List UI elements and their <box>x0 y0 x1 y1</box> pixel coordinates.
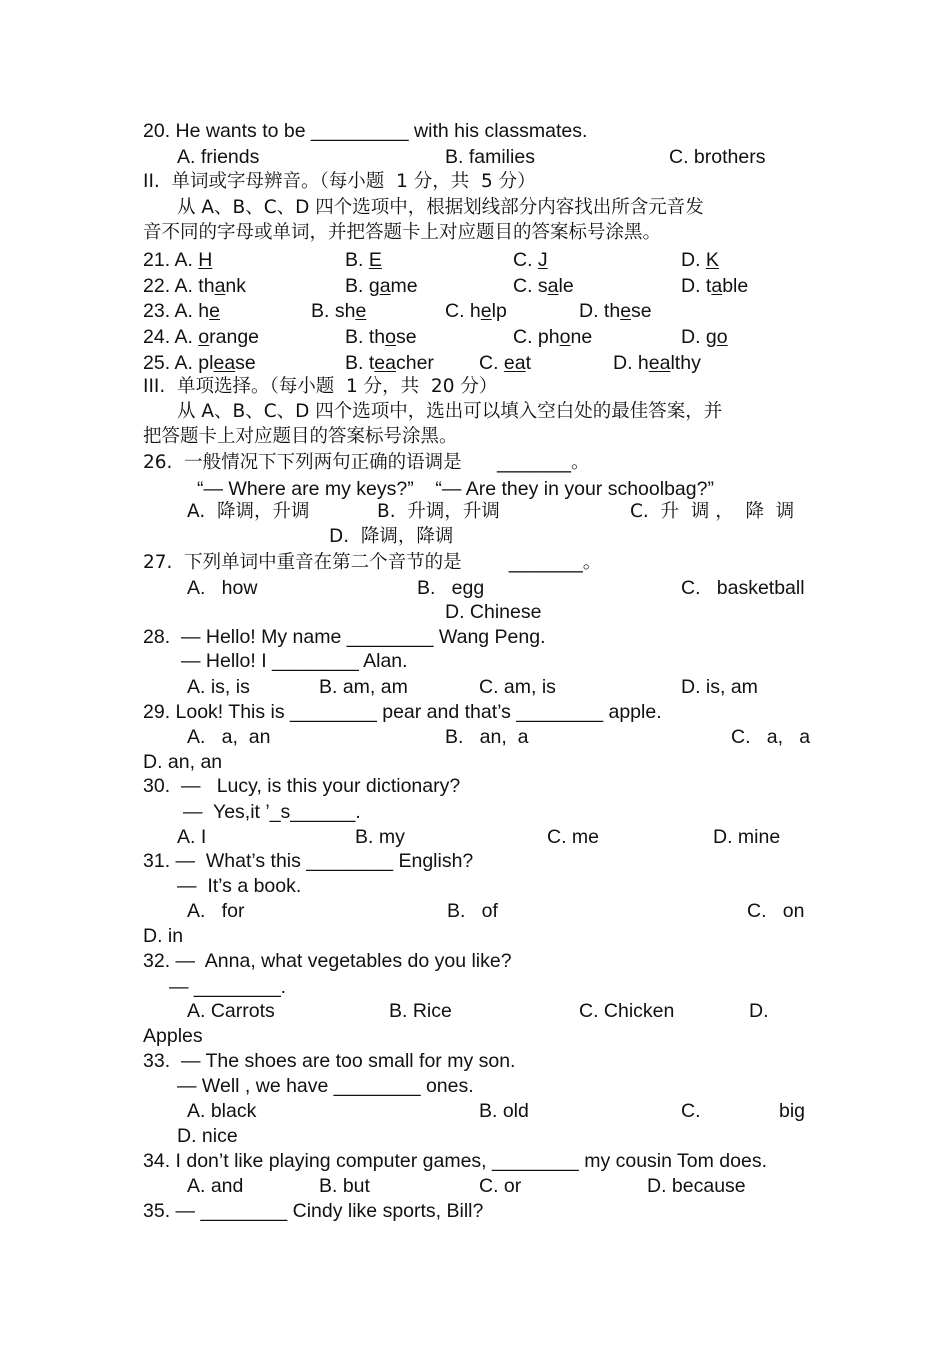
q33-option-a: A. black <box>187 1100 257 1122</box>
q28-line-1: 28. — Hello! My name ________ Wang Peng. <box>143 626 546 648</box>
q23-option-b: B. she <box>311 300 367 322</box>
q29-option-d: D. an, an <box>143 751 223 773</box>
q32-line-2: — ________. <box>169 976 287 998</box>
q27-option-b: B. egg <box>417 577 485 599</box>
q26-dialog: “— Where are my keys?” “— Are they in your schoolbag?” <box>197 478 714 500</box>
q32-line-1: 32. — Anna, what vegetables do you like? <box>143 950 512 972</box>
q21-option-b: B. E <box>345 249 382 271</box>
q33-option-b: B. old <box>479 1100 529 1122</box>
q30-option-b: B. my <box>355 826 405 848</box>
q33-option-c-word: big <box>779 1100 806 1122</box>
section-2-title: II. 单词或字母辨音。（每小题 1 分，共 5 分） <box>143 171 536 192</box>
q25-option-d: D. healthy <box>613 352 701 374</box>
q23-option-d: D. these <box>579 300 652 322</box>
q30-option-d: D. mine <box>713 826 781 848</box>
q31-option-c: C. on <box>747 900 805 922</box>
q30-option-c: C. me <box>547 826 600 848</box>
q35-stem: 35. — ________ Cindy like sports, Bill? <box>143 1200 484 1222</box>
q28-option-c: C. am, is <box>479 676 556 698</box>
q34-option-d: D. because <box>647 1175 746 1197</box>
q30-line-1: 30. — Lucy, is this your dictionary? <box>143 775 461 797</box>
q26-option-d: D. 降调，降调 <box>329 526 454 547</box>
q30-option-a: A. I <box>177 826 207 848</box>
q25-option-b: B. teacher <box>345 352 434 374</box>
q31-option-a: A. for <box>187 900 245 922</box>
q25-option-a: 25. A. please <box>143 352 256 374</box>
section-3-instruction-1: 从 A、B、C、D 四个选项中，选出可以填入空白处的最佳答案，并 <box>177 401 723 422</box>
q26-option-b: B. 升调，升调 <box>377 501 500 522</box>
q34-stem: 34. I don’t like playing computer games, ________ my cousin Tom does. <box>143 1150 767 1172</box>
q27-option-c: C. basketball <box>681 577 805 599</box>
q20-option-b: B. families <box>445 146 535 168</box>
q21-option-c: C. J <box>513 249 548 271</box>
q31-option-d: D. in <box>143 925 184 947</box>
q33-option-d: D. nice <box>177 1125 238 1147</box>
q22-option-c: C. sale <box>513 275 574 297</box>
q21-option-a: 21. A. H <box>143 249 213 271</box>
q33-option-c-label: C. <box>681 1100 701 1122</box>
q25-option-c: C. eat <box>479 352 532 374</box>
q28-option-b: B. am, am <box>319 676 408 698</box>
section-3-instruction-2: 把答题卡上对应题目的答案标号涂黑。 <box>143 426 458 447</box>
q29-option-a: A. a, an <box>187 726 271 748</box>
q31-option-b: B. of <box>447 900 498 922</box>
q23-option-c: C. help <box>445 300 507 322</box>
q24-option-d: D. go <box>681 326 728 348</box>
q28-line-2: — Hello! I ________ Alan. <box>181 650 408 672</box>
q26-option-c: C. 升 调 ， 降 调 <box>630 501 795 522</box>
section-2-instruction-1: 从 A、B、C、D 四个选项中，根据划线部分内容找出所含元音发 <box>177 197 704 218</box>
q32-option-a: A. Carrots <box>187 1000 275 1022</box>
q29-stem: 29. Look! This is ________ pear and that’s ________ apple. <box>143 701 662 723</box>
q34-option-c: C. or <box>479 1175 522 1197</box>
q29-option-c: C. a, a <box>731 726 811 748</box>
q34-option-b: B. but <box>319 1175 370 1197</box>
q22-option-d: D. table <box>681 275 749 297</box>
q31-line-1: 31. — What’s this ________ English? <box>143 850 474 872</box>
q33-line-2: — Well , we have ________ ones. <box>177 1075 474 1097</box>
q26-stem: 26. 一般情况下下列两句正确的语调是 ________。 <box>143 452 590 473</box>
q29-option-b: B. an, a <box>445 726 529 748</box>
q26-option-a: A. 降调，升调 <box>187 501 310 522</box>
q24-option-a: 24. A. orange <box>143 326 260 348</box>
q32-option-d-word: Apples <box>143 1025 203 1047</box>
q27-stem: 27. 下列单词中重音在第二个音节的是 ________。 <box>143 552 602 573</box>
section-3-title: III. 单项选择。（每小题 1 分，共 20 分） <box>143 376 498 397</box>
q32-option-c: C. Chicken <box>579 1000 675 1022</box>
q24-option-b: B. those <box>345 326 417 348</box>
section-2-instruction-2: 音不同的字母或单词，并把答题卡上对应题目的答案标号涂黑。 <box>143 222 662 243</box>
q24-option-c: C. phone <box>513 326 593 348</box>
q23-option-a: 23. A. he <box>143 300 220 322</box>
q21-option-d: D. K <box>681 249 719 271</box>
q22-option-b: B. game <box>345 275 418 297</box>
q32-option-b: B. Rice <box>389 1000 452 1022</box>
q32-option-d-label: D. <box>749 1000 769 1022</box>
q20-stem: 20. He wants to be _________ with his classmates. <box>143 120 588 142</box>
q30-line-2: — Yes,it ’_s______. <box>183 801 361 823</box>
q20-option-a: A. friends <box>177 146 260 168</box>
q22-option-a: 22. A. thank <box>143 275 247 297</box>
q34-option-a: A. and <box>187 1175 244 1197</box>
q28-option-d: D. is, am <box>681 676 758 698</box>
q31-line-2: — It’s a book. <box>177 875 302 897</box>
q28-option-a: A. is, is <box>187 676 250 698</box>
q33-line-1: 33. — The shoes are too small for my son. <box>143 1050 516 1072</box>
q27-option-d: D. Chinese <box>445 601 542 623</box>
q27-option-a: A. how <box>187 577 258 599</box>
q20-option-c: C. brothers <box>669 146 766 168</box>
